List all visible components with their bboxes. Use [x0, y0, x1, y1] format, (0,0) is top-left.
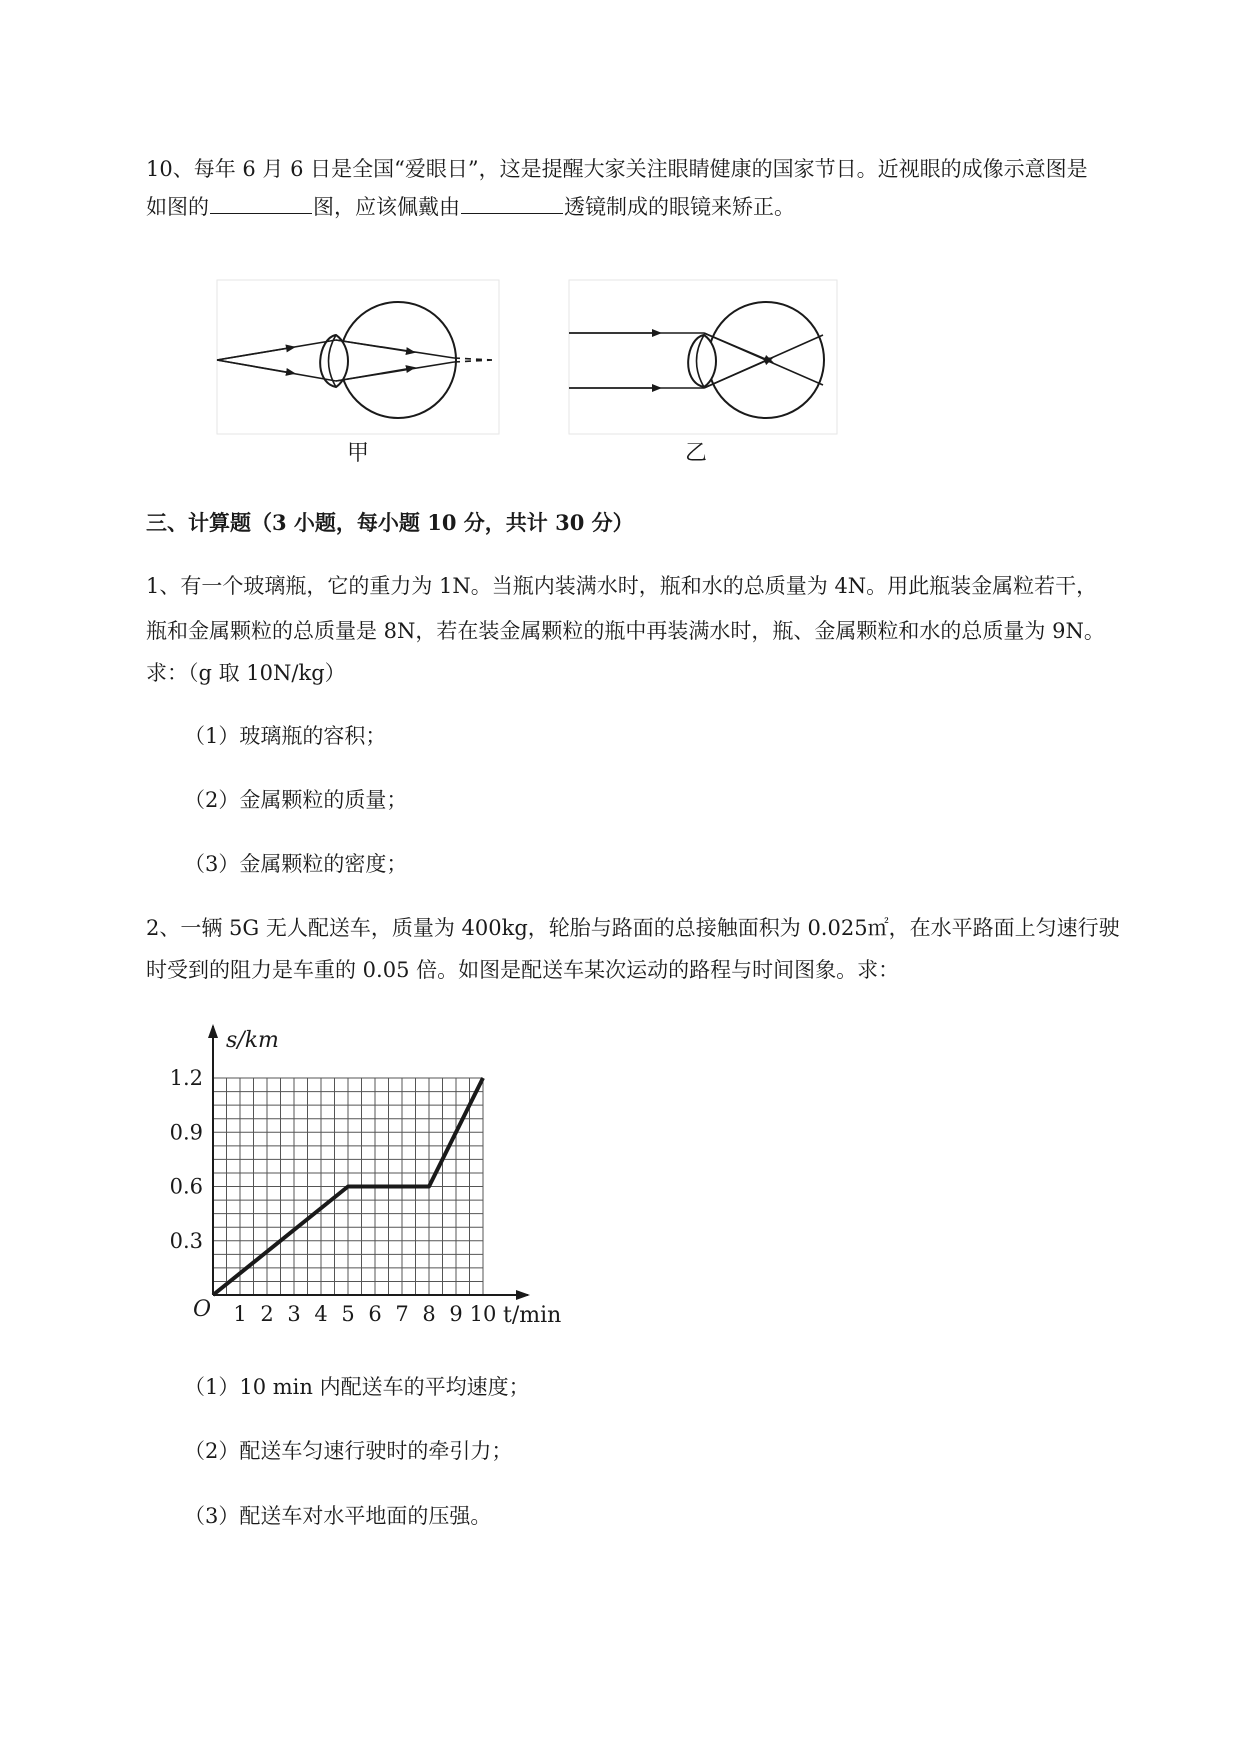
q10-line1: 10、每年 6 月 6 日是全国“爱眼日”，这是提醒大家关注眼睛健康的国家节日。近视眼的成像示意图是: [146, 157, 1088, 181]
q10-line2-a: 如图的: [146, 195, 209, 219]
x-tick-label: 4: [314, 1302, 328, 1326]
fig-label-jia: 甲: [346, 441, 370, 466]
q1-line1: 1、有一个玻璃瓶，它的重力为 1N。当瓶内装满水时，瓶和水的总质量为 4N。用此瓶装金属粒若干，: [146, 574, 1098, 598]
y-axis-label: [226, 1028, 279, 1053]
fig-label-yi: 乙: [684, 441, 708, 466]
x-tick-label: 9: [449, 1302, 463, 1326]
x-tick-label: 6: [368, 1302, 382, 1326]
y-tick-labels: [170, 1066, 203, 1253]
q10-line2-b: 图，应该佩戴由: [313, 195, 460, 219]
q2-line1: 2、一辆 5G 无人配送车，质量为 400kg，轮胎与路面的总接触面积为 0.025㎡，在水平路面上匀速行驶: [146, 916, 1120, 940]
q2-sub1: （1）10 min 内配送车的平均速度；: [184, 1375, 530, 1399]
x-tick-label: 1: [233, 1302, 247, 1326]
y-tick-label: 1.2: [169, 1066, 203, 1090]
q1-sub1: （1）玻璃瓶的容积；: [184, 724, 387, 748]
x-tick-label: 10: [469, 1302, 497, 1326]
section-heading: 三、计算题（3 小题，每小题 10 分，共计 30 分）: [146, 510, 634, 535]
q10-line2-c: 透镜制成的眼镜来矫正。: [564, 195, 795, 219]
q2-line2: 时受到的阻力是车重的 0.05 倍。如图是配送车某次运动的路程与时间图象。求：: [146, 958, 900, 982]
y-tick-label: 0.9: [169, 1120, 203, 1145]
y-tick-label: 0.3: [169, 1228, 203, 1253]
x-tick-labels: [233, 1302, 496, 1326]
q1-line3: 求：（g 取 10N/kg）: [146, 661, 346, 685]
q2-sub3: （3）配送车对水平地面的压强。: [184, 1504, 492, 1528]
x-tick-label: 8: [422, 1302, 436, 1326]
q2-sub2: （2）配送车匀速行驶时的牵引力；: [184, 1439, 513, 1463]
x-tick-label: 3: [287, 1302, 301, 1326]
y-tick-label: 0.6: [169, 1174, 203, 1199]
x-axis-label-text: t/min: [503, 1303, 562, 1328]
q1-sub3: （3）金属颗粒的密度；: [184, 852, 408, 876]
origin-label: O: [193, 1297, 212, 1322]
x-tick-label: 2: [260, 1302, 274, 1326]
q1-sub2: （2）金属颗粒的质量；: [184, 788, 408, 812]
x-tick-label: 5: [341, 1302, 355, 1326]
q1-line2: 瓶和金属颗粒的总质量是 8N，若在装金属颗粒的瓶中再装满水时，瓶、金属颗粒和水的总质量为 9N。: [146, 619, 1105, 643]
y-axis-label-text: s/km: [226, 1028, 279, 1053]
x-axis-label: [503, 1303, 561, 1328]
x-tick-label: 7: [395, 1302, 409, 1326]
